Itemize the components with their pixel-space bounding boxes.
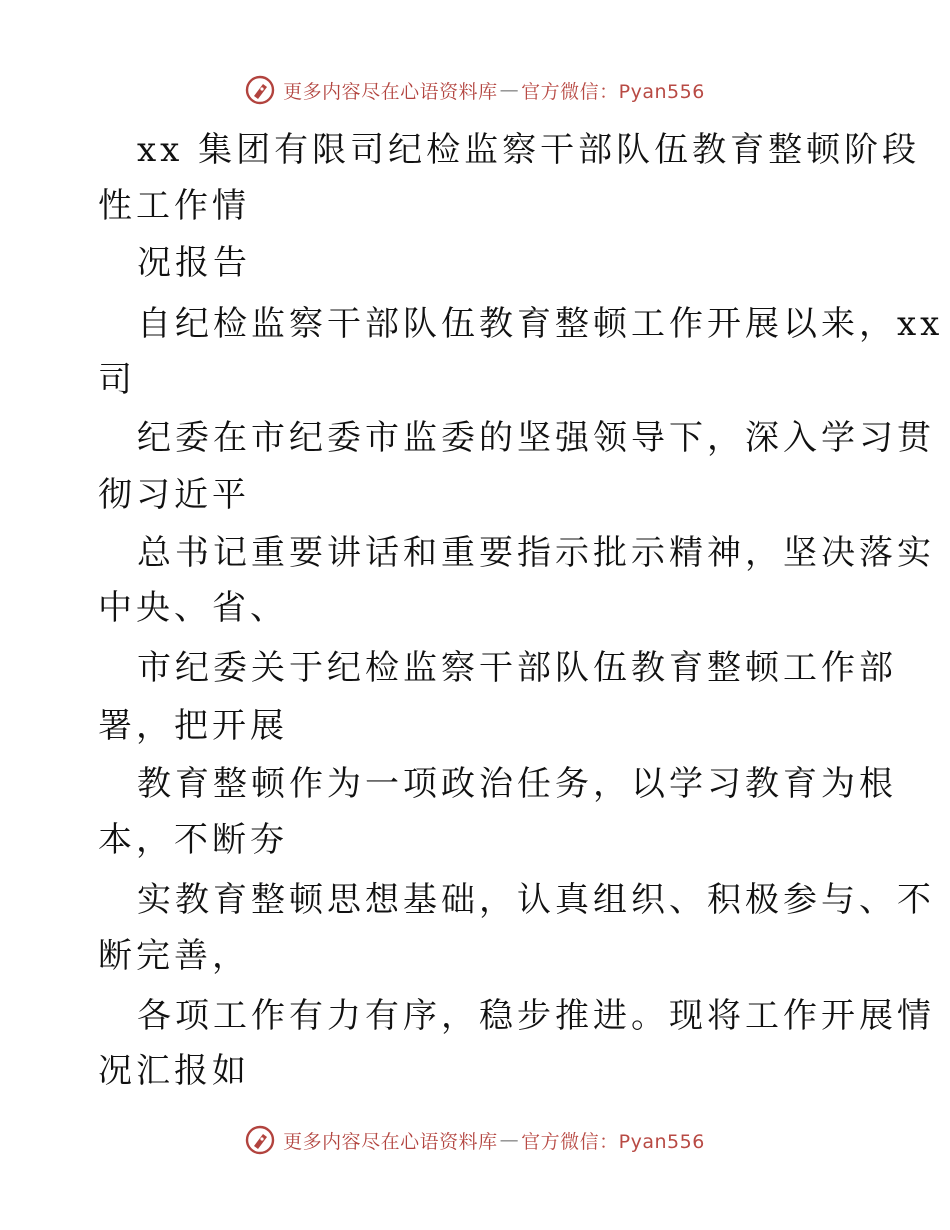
- header-watermark: [0, 70, 950, 110]
- doc-line: 自纪检监察干部队伍教育整顿工作开展以来，xx: [137, 304, 944, 344]
- doc-line: 本，不断夯: [98, 820, 288, 860]
- watermark-main-text: 更多内容尽在心语资料库: [283, 80, 498, 103]
- pen-nib-circle-icon: [245, 1125, 275, 1155]
- doc-line: 中央、省、: [98, 588, 288, 628]
- doc-line: 总书记重要讲话和重要指示批示精神，坚决落实: [137, 533, 935, 573]
- doc-line: 实教育整顿思想基础，认真组织、积极参与、不: [137, 880, 935, 920]
- doc-line: 教育整顿作为一项政治任务，以学习教育为根: [137, 764, 897, 804]
- watermark-contact: 官方微信：Pyan556: [521, 80, 705, 103]
- watermark-separator: —: [499, 79, 520, 101]
- doc-line: 司: [98, 360, 136, 400]
- footer-watermark: [0, 1120, 950, 1160]
- watermark-contact: 官方微信：Pyan556: [521, 1130, 705, 1153]
- doc-line: xx 集团有限司纪检监察干部队伍教育整顿阶段: [137, 130, 921, 170]
- doc-line: 况报告: [137, 243, 251, 283]
- doc-line: 纪委在市纪委市监委的坚强领导下，深入学习贯: [137, 418, 935, 458]
- doc-line: 各项工作有力有序，稳步推进。现将工作开展情: [137, 996, 935, 1036]
- doc-line: 性工作情: [98, 186, 250, 226]
- watermark-main-text: 更多内容尽在心语资料库: [283, 1130, 498, 1153]
- watermark-separator: —: [499, 1129, 520, 1151]
- pen-nib-circle-icon: [245, 75, 275, 105]
- doc-line: 断完善，: [98, 936, 250, 976]
- doc-line: 市纪委关于纪检监察干部队伍教育整顿工作部: [137, 648, 897, 688]
- doc-line: 况汇报如: [98, 1051, 250, 1091]
- doc-line: 署，把开展: [98, 706, 288, 746]
- doc-line: 彻习近平: [98, 475, 250, 515]
